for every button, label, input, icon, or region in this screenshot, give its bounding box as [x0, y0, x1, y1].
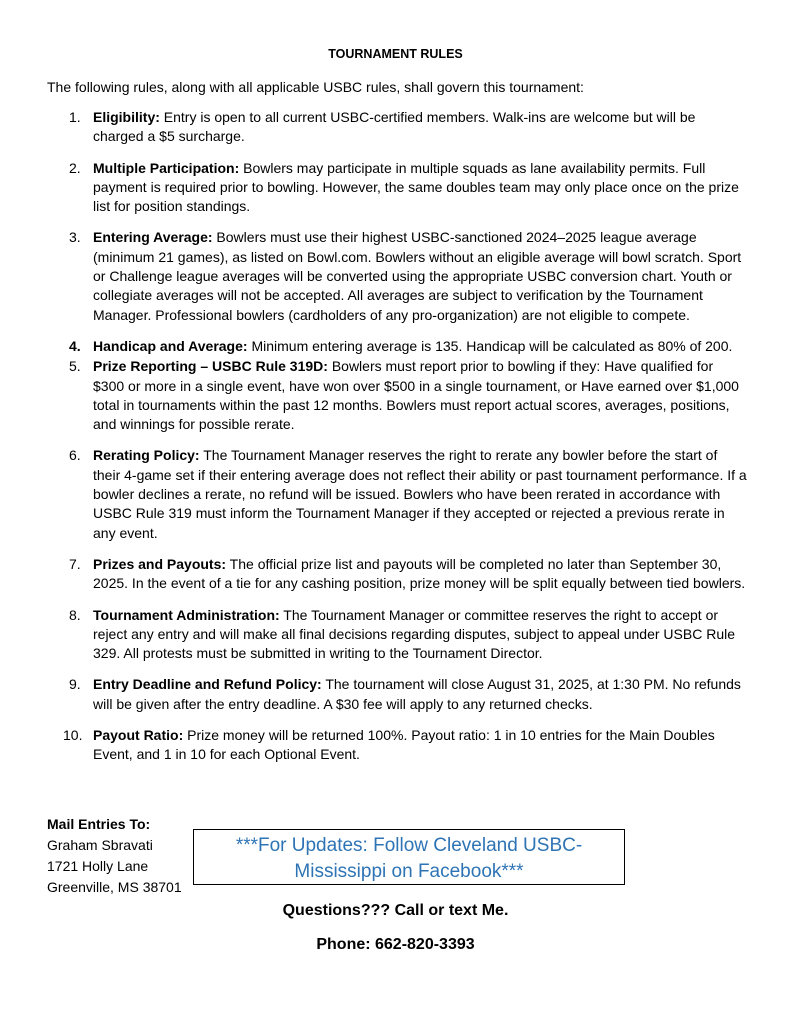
rule-item [47, 159, 747, 217]
rule-number: 2. [69, 159, 81, 176]
rule-heading: Eligibility: [93, 109, 160, 125]
rule-text: The Tournament Manager or committee reserves the right to accept or reject any entry and will make all final decisions regarding disputes, subject to appeal under USBC Rule 329. All protests must be submitted in writing to the Tournament Director. [93, 606, 736, 662]
rule-text: The official prize list and payouts will be completed no later than September 30, 2025. In the event of a tie for any cashing position, prize money will be split equally between tied bowlers. [93, 555, 746, 592]
rule-text: Bowlers must report prior to bowling if they: Have qualified for $300 or more in a single event, have won over $500 in a single tournament, or Have earned over $1,000 total in tournaments within the past 12 months. Bowlers must report actual scores, averages, positions, and winnings for possible rerate. [93, 358, 739, 433]
rule-number: 9. [69, 676, 81, 693]
mail-street: 1721 Holly Lane [47, 858, 149, 874]
rule-item [47, 726, 747, 765]
rule-heading: Handicap and Average: [93, 337, 248, 354]
rule-number: 6. [69, 447, 81, 464]
rule-heading: Rerating Policy: [93, 447, 200, 464]
rule-heading: Prizes and Payouts: [93, 555, 227, 572]
rule-item [47, 606, 747, 664]
mail-city: Greenville, MS 38701 [47, 879, 182, 895]
rule-number: 7. [69, 555, 81, 572]
rule-heading: Entering Average: [93, 229, 213, 246]
rule-text: The tournament will close August 31, 2025, at 1:30 PM. No refunds will be given after the entry deadline. A $30 fee will apply to any returned checks. [93, 676, 741, 712]
rule-heading: Entry Deadline and Refund Policy: [93, 676, 322, 693]
rule-item [47, 108, 747, 147]
facebook-updates-box [193, 829, 625, 885]
rule-text: Bowlers must use their highest USBC-sanctioned 2024–2025 league average (minimum 21 games), as listed on Bowl.com. Bowlers without an eligible average will bowl scratch. Sport or Challenge league averages will be converted using the appropriate USBC conversion chart. Youth or collegiate averages will not be accepted. All averages are subject to verification by the Tournament Manager. Professional bowlers (cardholders of any pro-organization) are not eligible to compete. [93, 229, 742, 323]
rule-item [47, 446, 747, 542]
rule-heading: Payout Ratio: [93, 727, 184, 744]
questions-text: Questions??? Call or text Me. [282, 902, 509, 919]
page-title: TOURNAMENT RULES [328, 47, 463, 61]
mail-entries-address [47, 814, 182, 898]
rule-heading: Tournament Administration: [93, 606, 280, 623]
rule-heading: Prize Reporting – USBC Rule 319D: [93, 358, 328, 375]
phone-number: Phone: 662-820-3393 [316, 936, 475, 953]
mail-heading: Mail Entries To: [47, 816, 151, 832]
rule-text: Bowlers may participate in multiple squads as lane availability permits. Full payment is required prior to bowling. However, the same doubles team may only place once on the prize list for position standings. [93, 159, 739, 215]
rule-text: Entry is open to all current USBC-certified members. Walk-ins are welcome but will be charged a $5 surcharge. [93, 109, 696, 145]
rule-item [47, 337, 747, 356]
rule-number: 5. [69, 358, 81, 375]
rule-item [47, 555, 747, 594]
rule-heading: Multiple Participation: [93, 159, 240, 176]
rule-number: 1. [69, 109, 81, 125]
updates-line-2: Mississippi on Facebook*** [294, 861, 524, 882]
rules-list [47, 108, 747, 777]
rule-text: The Tournament Manager reserves the right to rerate any bowler before the start of their 4-game set if their entering average does not reflect their ability or past tournament performance. If a bowler declines a rerate, no refund will be issued. Bowlers who have been rerated in accordance with USBC Rule 319 must inform the Tournament Manager if they accepted or rejected a previous rerate in any event. [93, 447, 747, 541]
rule-item [47, 357, 747, 434]
rule-text: Minimum entering average is 135. Handicap will be calculated as 80% of 200. [247, 337, 733, 354]
mail-name: Graham Sbravati [47, 837, 153, 853]
intro-text: The following rules, along with all applicable USBC rules, shall govern this tournament: [47, 79, 584, 95]
rule-number: 10. [63, 727, 83, 744]
rule-item [47, 228, 747, 324]
rule-text: Prize money will be returned 100%. Payout ratio: 1 in 10 entries for the Main Doubles Event, and 1 in 10 for each Optional Event. [93, 727, 715, 763]
rule-number: 4. [69, 337, 81, 354]
rule-number: 3. [69, 229, 81, 246]
rule-item [47, 675, 747, 714]
updates-line-1: ***For Updates: Follow Cleveland USBC- [235, 835, 583, 856]
rule-number: 8. [69, 606, 81, 623]
